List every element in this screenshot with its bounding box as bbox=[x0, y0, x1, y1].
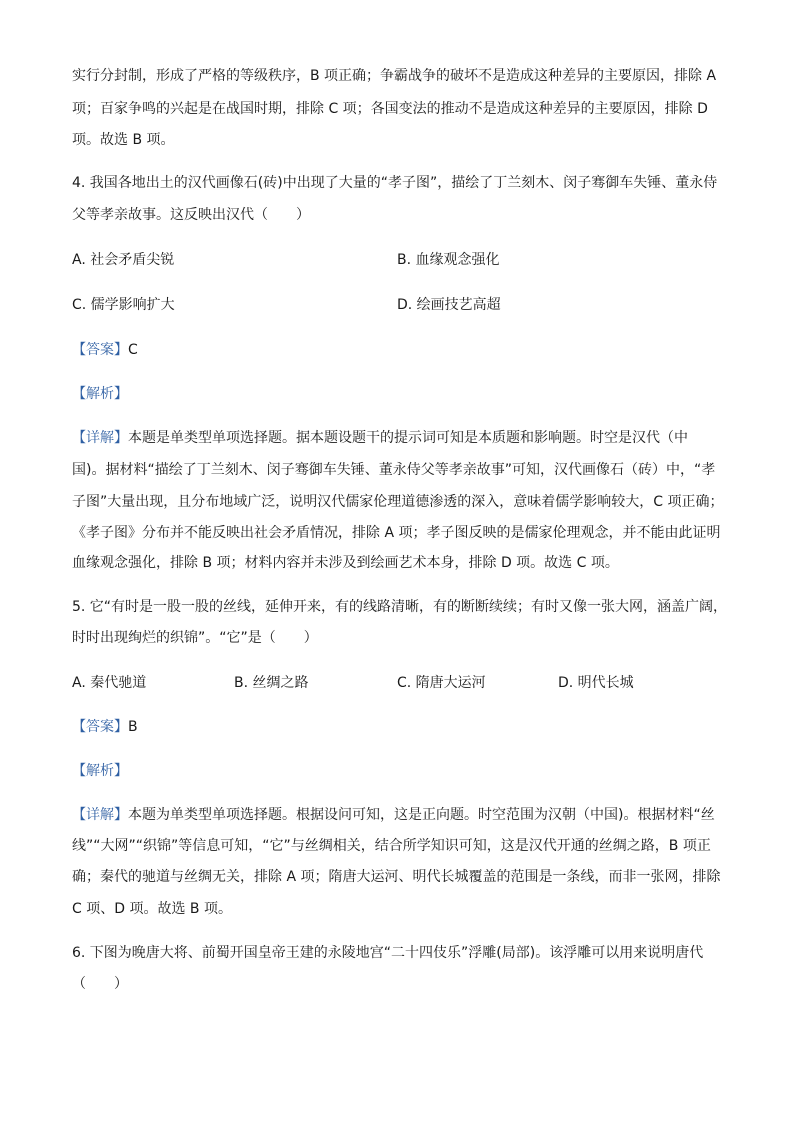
q5-detail-line-1 bbox=[72, 805, 715, 825]
q5-answer-label: 【答案】 bbox=[72, 719, 128, 735]
q4-option-d: D. 绘画技艺高超 bbox=[397, 297, 501, 313]
q4-stem-line-1: 4. 我国各地出土的汉代画像石(砖)中出现了大量的“孝子图”，描绘了丁兰刻木、闵子骞御车失锤、董永侍 bbox=[72, 175, 718, 191]
q5-detail-line-2: 线”“大网”“织锦”等信息可知，“它”与丝绸相关，结合所学知识可知，这是汉代开通的丝绸之路，B 项正 bbox=[72, 838, 711, 854]
q5-option-d: D. 明代长城 bbox=[558, 675, 634, 691]
q5-detail-text-1: 本题为单类型单项选择题。根据设问可知，这是正向题。时空范围为汉朝（中国)。根据材料“丝 bbox=[128, 807, 715, 823]
intro-line-1: 实行分封制，形成了严格的等级秩序，B 项正确；争霸战争的破坏不是造成这种差异的主要原因，排除 A bbox=[72, 68, 717, 84]
q4-answer-label: 【答案】 bbox=[72, 342, 128, 358]
q5-analysis-label: 【解析】 bbox=[72, 763, 128, 779]
intro-line-3: 项。故选 B 项。 bbox=[72, 132, 175, 148]
q6-stem-line-1: 6. 下图为晚唐大将、前蜀开国皇帝王建的永陵地宫“二十四伎乐”浮雕(局部)。该浮雕可以用来说明唐代 bbox=[72, 945, 704, 961]
q5-option-c: C. 隋唐大运河 bbox=[397, 675, 486, 691]
q5-answer bbox=[72, 717, 138, 737]
q5-analysis-heading bbox=[72, 761, 128, 781]
q4-option-b: B. 血缘观念强化 bbox=[397, 252, 500, 268]
q5-stem-line-2: 时时出现绚烂的织锦”。“它”是（ ） bbox=[72, 630, 318, 646]
q5-option-b: B. 丝绸之路 bbox=[234, 675, 309, 691]
q4-analysis-heading bbox=[72, 384, 128, 404]
q4-detail-line-1 bbox=[72, 428, 688, 448]
q4-stem-line-2: 父等孝亲故事。这反映出汉代（ ） bbox=[72, 207, 310, 223]
q4-answer bbox=[72, 340, 138, 360]
q4-detail-line-4: 《孝子图》分布并不能反映出社会矛盾情况，排除 A 项；孝子图反映的是儒家伦理观念，并不能由此证明 bbox=[72, 525, 721, 541]
q4-detail-text-1: 本题是单类型单项选择题。据本题设题干的提示词可知是本质题和影响题。时空是汉代（中 bbox=[128, 430, 688, 446]
q4-option-c: C. 儒学影响扩大 bbox=[72, 297, 175, 313]
q5-detail-line-3: 确；秦代的驰道与丝绸无关，排除 A 项；隋唐大运河、明代长城覆盖的范围是一条线，而非一张网，排除 bbox=[72, 869, 721, 885]
q4-detail-line-5: 血缘观念强化，排除 B 项；材料内容并未涉及到绘画艺术本身，排除 D 项。故选 C 项。 bbox=[72, 555, 619, 571]
intro-line-2: 项；百家争鸣的兴起是在战国时期，排除 C 项；各国变法的推动不是造成这种差异的主要原因，排除 D bbox=[72, 101, 708, 117]
q5-answer-value: B bbox=[128, 719, 138, 735]
q4-detail-label: 【详解】 bbox=[72, 430, 128, 446]
q4-detail-line-3: 子图”大量出现，且分布地域广泛，说明汉代儒家伦理道德渗透的深入，意味着儒学影响较大，C 项正确； bbox=[72, 494, 724, 510]
q5-detail-label: 【详解】 bbox=[72, 807, 128, 823]
q4-detail-line-2: 国)。据材料“描绘了丁兰刻木、闵子骞御车失锤、董永侍父等孝亲故事”可知，汉代画像石（砖）中，“孝 bbox=[72, 462, 716, 478]
q5-option-a: A. 秦代驰道 bbox=[72, 675, 147, 691]
q5-stem-line-1: 5. 它“有时是一股一股的丝线，延伸开来，有的线路清晰，有的断断续续；有时又像一张大网，涵盖广阔， bbox=[72, 599, 728, 615]
q4-option-a: A. 社会矛盾尖锐 bbox=[72, 252, 175, 268]
q4-answer-value: C bbox=[128, 342, 138, 358]
q6-stem-line-2: （ ） bbox=[72, 976, 128, 992]
q4-analysis-label: 【解析】 bbox=[72, 386, 128, 402]
q5-detail-line-4: C 项、D 项。故选 B 项。 bbox=[72, 901, 232, 917]
